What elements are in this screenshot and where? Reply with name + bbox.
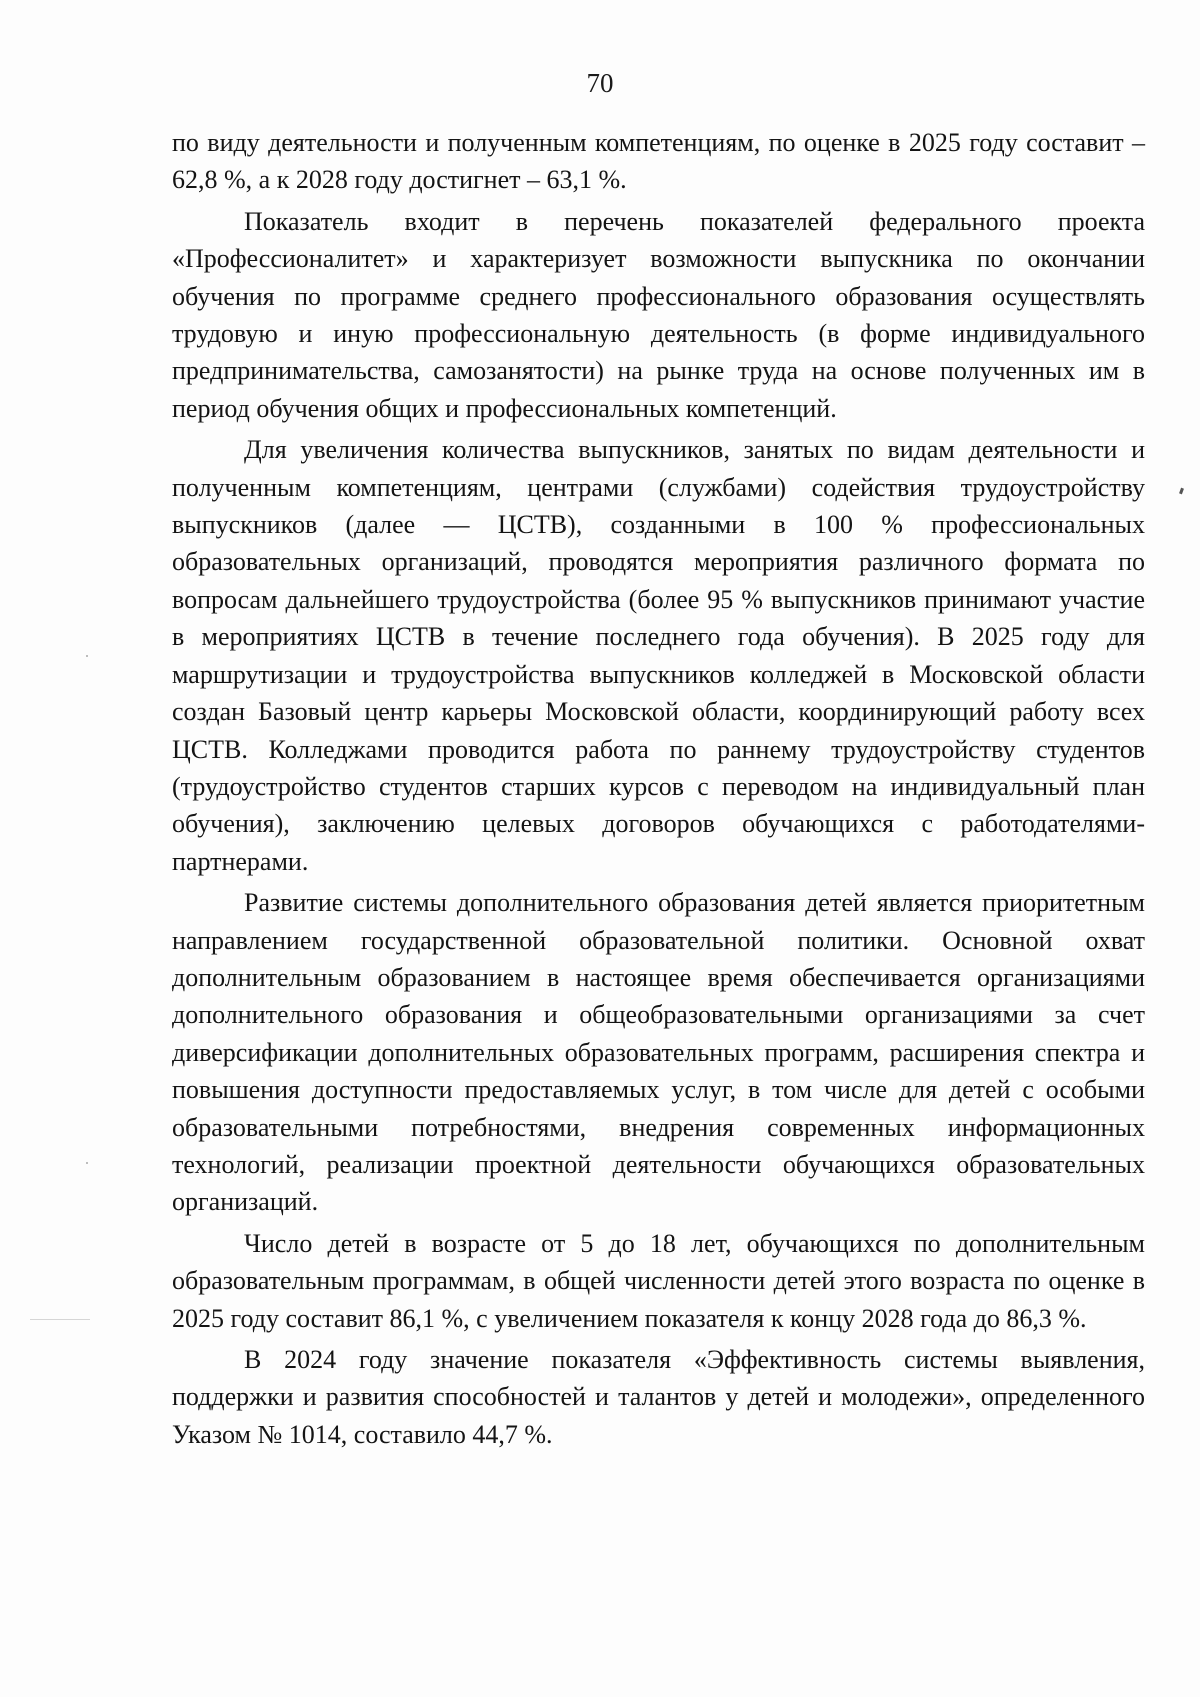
paragraph-graduate-employment: Для увеличения количества выпускников, занятых по видам деятельности и полученным компетенциям, центрами (службами) содействия трудоустройству выпускников (далее — ЦСТВ), созданными в 100 % профессиональных образовательных организаций, проводятся мероприятия различного формата по вопросам дальнейшего трудоустройства (более 95 % выпускников принимают участие в мероприятиях ЦСТВ в течение последнего года обучения). В 2025 году для маршрутизации и трудоустройства выпускников колледжей в Московской области создан Базовый центр карьеры Московской области, координирующий работу всех ЦСТВ. Колледжами проводится работа по раннему трудоустройству студентов (трудоустройство студентов старших курсов с переводом на индивидуальный план обучения), заключению целевых договоров обучающихся с работодателями-партнерами. [172,435,1145,876]
paragraph-additional-education: Развитие системы дополнительного образования детей является приоритетным направлением государственной образовательной политики. Основной охват дополнительным образованием в настоящее время обеспечивается организациями дополнительного образования и общеобразовательными организациями за счет диверсификации дополнительных образовательных программ, расширения спектра и повышения доступности предоставляемых услуг, в том числе для детей с особыми образовательными потребностями, внедрения современных информационных технологий, реализации проектной деятельности обучающихся образовательных организаций. [172,888,1145,1217]
page-number: 70 [586,68,614,98]
scan-line-artifact [30,1319,90,1320]
scan-speck [1179,488,1184,495]
paragraph-children-coverage: Число детей в возрасте от 5 до 18 лет, обучающихся по дополнительным образовательным программам, в общей численности детей этого возраста по оценке в 2025 году составит 86,1 %, с увеличением показателя к концу 2028 года до 86,3 %. [172,1228,1145,1333]
paragraph-professionalitet-indicator: Показатель входит в перечень показателей федерального проекта «Профессионалитет» и характеризует возможности выпускника по окончании обучения по программе среднего профессионального образования осуществлять трудовую и иную профессиональную деятельность (в форме индивидуального предпринимательства, самозанятости) на рынке труда на основе полученных им в период обучения общих и профессиональных компетенций. [172,206,1145,423]
document-body [172,124,1145,1457]
paragraph-continuation: по виду деятельности и полученным компетенциям, по оценке в 2025 году составит – 62,8 %, а к 2028 году достигнет – 63,1 %. [172,128,1145,195]
scan-speck [86,655,88,657]
paragraph-talent-indicator: В 2024 году значение показателя «Эффективность системы выявления, поддержки и развития способностей и талантов у детей и молодежи», определенного Указом № 1014, составило 44,7 %. [172,1345,1145,1449]
scan-speck [86,1162,88,1164]
